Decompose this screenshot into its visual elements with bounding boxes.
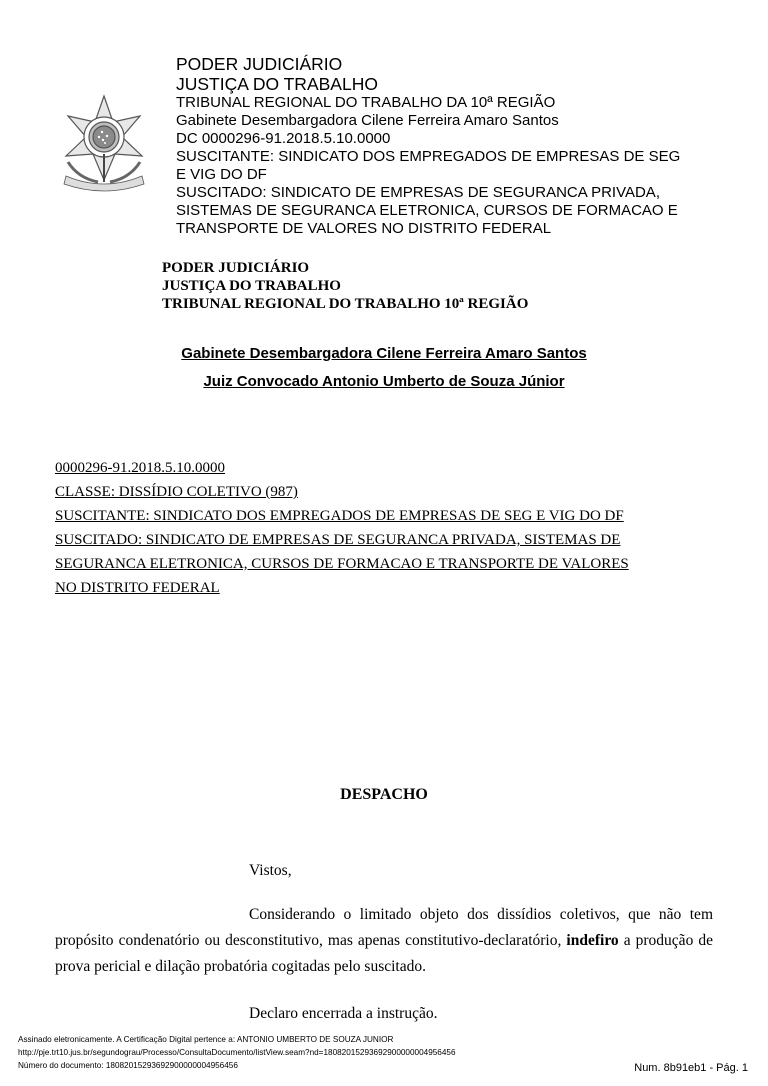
court-heading (162, 259, 528, 313)
signature-notice: Assinado eletronicamente. A Certificação Digital pertence a: ANTONIO UMBERTO DE SOUZA JUNIOR (18, 1035, 394, 1044)
cabinet-text: Gabinete Desembargadora Cilene Ferreira Amaro Santos (181, 345, 587, 362)
process-line: NO DISTRITO FEDERAL (55, 580, 220, 596)
judge-line (0, 373, 768, 390)
page-number: Num. 8b91eb1 - Pág. 1 (634, 1062, 748, 1074)
header-line: JUSTIÇA DO TRABALHO (176, 74, 378, 94)
court-line: PODER JUDICIÁRIO (162, 260, 310, 276)
header-line: SISTEMAS DE SEGURANCA ELETRONICA, CURSOS DE FORMACAO E (176, 202, 678, 219)
document-number: Número do documento: 18082015293692900000004956456 (18, 1061, 238, 1070)
process-line: CLASSE: DISSÍDIO COLETIVO (987) (55, 484, 298, 500)
main-paragraph (55, 902, 713, 980)
court-line: TRIBUNAL REGIONAL DO TRABALHO 10ª REGIÃO (162, 296, 529, 312)
document-url: http://pje.trt10.jus.br/segundograu/Processo/ConsultaDocumento/listView.seam?nd=18082015293692900000004956456 (18, 1048, 456, 1057)
header-line: E VIG DO DF (176, 166, 267, 183)
declaro-paragraph: Declaro encerrada a instrução. (249, 1005, 438, 1022)
court-line: JUSTIÇA DO TRABALHO (162, 278, 341, 294)
cabinet-line (0, 345, 768, 362)
header-line: SUSCITADO: SINDICATO DE EMPRESAS DE SEGURANCA PRIVADA, (176, 184, 660, 201)
header-line: Gabinete Desembargadora Cilene Ferreira Amaro Santos (176, 112, 559, 129)
header-line: PODER JUDICIÁRIO (176, 54, 343, 74)
judge-text: Juiz Convocado Antonio Umberto de Souza Júnior (203, 373, 565, 390)
paragraph-text: Considerando o limitado objeto dos dissídios coletivos, que não tem propósito condenatório ou desconstitutivo, mas apenas constitutivo-declaratório, (55, 906, 713, 949)
paragraph-text: a produção de prova pericial e dilação probatória cogitadas pelo suscitado. (55, 932, 713, 975)
header-line: TRANSPORTE DE VALORES NO DISTRITO FEDERAL (176, 220, 552, 237)
vistos-paragraph: Vistos, (249, 862, 292, 879)
header-line: DC 0000296-91.2018.5.10.0000 (176, 130, 391, 147)
process-line: SUSCITANTE: SINDICATO DOS EMPREGADOS DE EMPRESAS DE SEG E VIG DO DF (55, 508, 624, 524)
process-line: SUSCITADO: SINDICATO DE EMPRESAS DE SEGURANCA PRIVADA, SISTEMAS DE (55, 532, 621, 548)
header-line: SUSCITANTE: SINDICATO DOS EMPREGADOS DE EMPRESAS DE SEG (176, 148, 681, 165)
process-line: SEGURANCA ELETRONICA, CURSOS DE FORMACAO E TRANSPORTE DE VALORES (55, 556, 629, 572)
process-line: 0000296-91.2018.5.10.0000 (55, 460, 225, 476)
document-title: DESPACHO (340, 786, 428, 803)
brazil-coat-of-arms-seal (58, 92, 150, 192)
header-line: TRIBUNAL REGIONAL DO TRABALHO DA 10ª REGIÃO (176, 94, 556, 111)
document-header (176, 54, 736, 238)
paragraph-bold-text: indefiro (566, 932, 619, 949)
process-info (55, 456, 629, 600)
